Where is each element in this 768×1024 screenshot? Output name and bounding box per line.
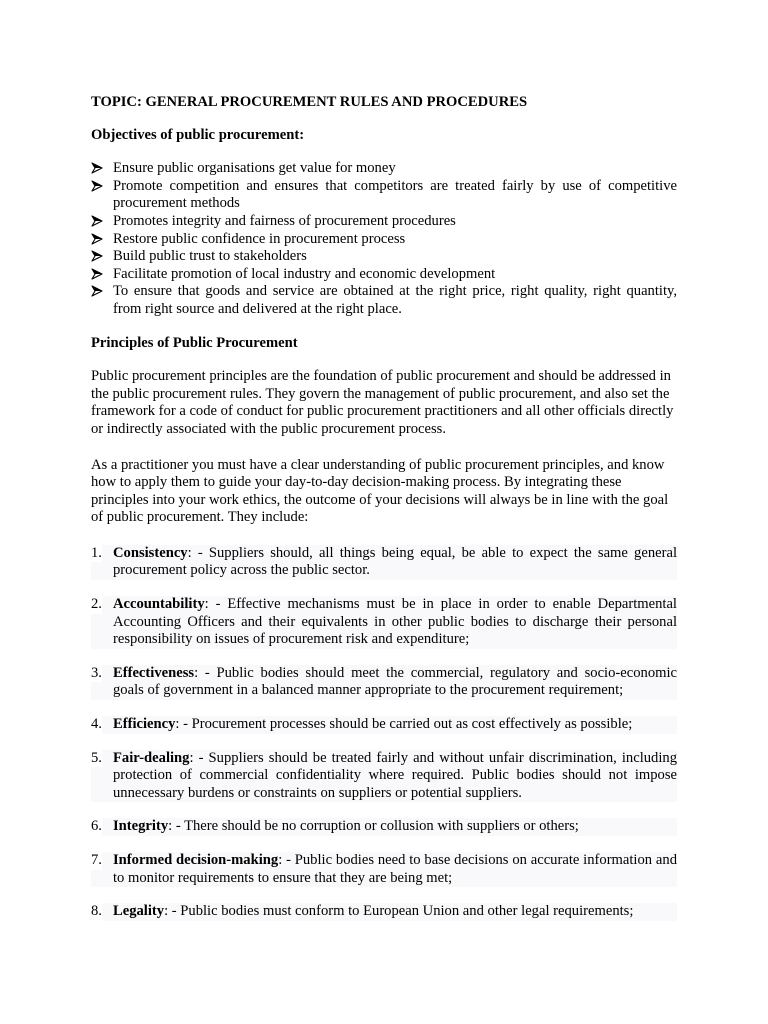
principle-name: Effectiveness xyxy=(113,664,195,681)
list-item xyxy=(91,178,677,213)
principle-number: 1. xyxy=(91,544,102,561)
objective-text: To ensure that goods and service are obtained at the right price, right quality, right quantity, from right source and delivered at the right place. xyxy=(113,283,677,317)
principle-name: Consistency xyxy=(113,544,188,561)
principle-item xyxy=(91,545,677,580)
principles-heading: Principles of Public Procurement xyxy=(91,334,298,351)
principle-number: 4. xyxy=(91,716,102,733)
principle-item xyxy=(91,665,677,700)
objectives-heading: Objectives of public procurement: xyxy=(91,126,305,143)
objectives-list xyxy=(91,160,677,318)
principles-list xyxy=(91,545,677,921)
principle-name: Informed decision-making xyxy=(113,852,279,868)
principle-text: : - Suppliers should, all things being equal, be able to expect the same general procurement policy across the public sector. xyxy=(113,544,677,579)
arrow-bullet-icon xyxy=(91,233,103,245)
principle-text: : - Procurement processes should be carried out as cost effectively as possible; xyxy=(175,716,633,733)
arrow-bullet-icon xyxy=(91,285,103,297)
document-title: TOPIC: GENERAL PROCUREMENT RULES AND PROCEDURES xyxy=(91,94,528,110)
principle-name: Legality xyxy=(113,903,165,920)
principle-text: : - Suppliers should be treated fairly and without unfair discrimination, including protection of commercial confidentiality where required. Public bodies should not impose unnecessary burdens or constraints on suppliers or potential suppliers. xyxy=(113,749,677,801)
principle-text: : - Public bodies need to base decisions on accurate information and to monitor requirements to ensure that they are being met; xyxy=(113,852,677,886)
principle-item xyxy=(91,852,677,887)
principle-text: : - Public bodies must conform to European Union and other legal requirements; xyxy=(164,903,634,920)
principle-text: : - There should be no corruption or collusion with suppliers or others; xyxy=(168,818,579,835)
principle-item xyxy=(91,818,677,836)
list-item xyxy=(91,213,677,231)
objective-text: Ensure public organisations get value for money xyxy=(113,160,396,177)
arrow-bullet-icon xyxy=(91,180,103,192)
principle-text: : - Public bodies should meet the commercial, regulatory and socio-economic goals of government in a balanced manner appropriate to the procurement requirement; xyxy=(113,664,677,699)
list-item xyxy=(91,248,677,266)
objective-text: Build public trust to stakeholders xyxy=(113,248,307,265)
list-item xyxy=(91,283,677,318)
arrow-bullet-icon xyxy=(91,162,103,174)
objective-text: Promotes integrity and fairness of procurement procedures xyxy=(113,212,456,229)
arrow-bullet-icon xyxy=(91,215,103,227)
arrow-bullet-icon xyxy=(91,250,103,262)
arrow-bullet-icon xyxy=(91,268,103,280)
objective-text: Facilitate promotion of local industry and economic development xyxy=(113,265,496,282)
intro-paragraph: Public procurement principles are the foundation of public procurement and should be addressed in the public procurement rules. They govern the management of public procurement, and also set the framework for a code of conduct for public procurement practitioners and all other officials directly or indirectly associated with the public procurement process. xyxy=(91,368,674,437)
principle-number: 3. xyxy=(91,664,102,681)
practitioner-paragraph: As a practitioner you must have a clear understanding of public procurement principles, and know how to apply them to guide your day-to-day decision-making process. By integrating these principles into your work ethics, the outcome of your decisions will always be in line with the goal of public procurement. They include: xyxy=(91,456,669,526)
principle-item xyxy=(91,716,677,734)
principle-number: 8. xyxy=(91,903,102,920)
principle-number: 6. xyxy=(91,818,102,835)
principle-number: 2. xyxy=(91,596,102,613)
principle-number: 7. xyxy=(91,852,102,868)
principle-item xyxy=(91,750,677,803)
principle-name: Accountability xyxy=(113,596,205,613)
list-item xyxy=(91,266,677,284)
principle-name: Integrity xyxy=(113,818,169,835)
list-item xyxy=(91,231,677,249)
principle-text: : - Effective mechanisms must be in place in order to enable Departmental Accounting Officers and their equivalents in other public bodies to discharge their personal responsibility on issues of procurement risk and expenditure; xyxy=(113,596,677,648)
document-body xyxy=(91,94,677,937)
objective-text: Promote competition and ensures that competitors are treated fairly by use of competitive procurement methods xyxy=(113,177,677,212)
principle-name: Efficiency xyxy=(113,716,176,733)
principle-item xyxy=(91,903,677,921)
principle-number: 5. xyxy=(91,749,102,766)
principle-item xyxy=(91,596,677,649)
principle-name: Fair-dealing xyxy=(113,749,190,766)
list-item xyxy=(91,160,677,178)
objective-text: Restore public confidence in procurement process xyxy=(113,230,406,247)
